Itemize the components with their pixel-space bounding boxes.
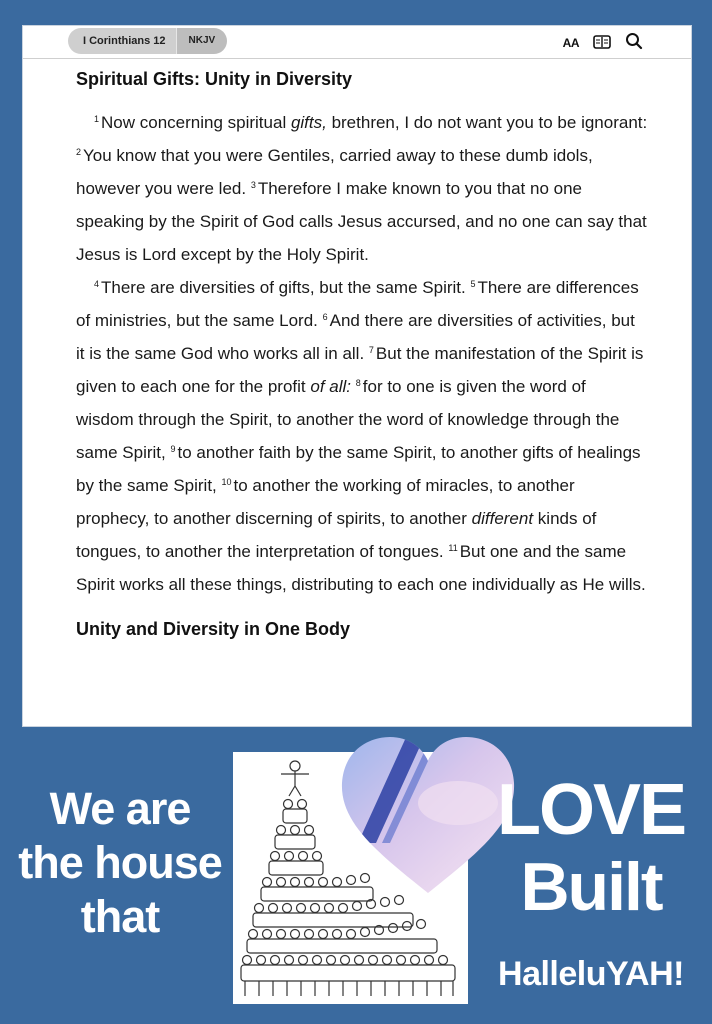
verse-number: 10 — [221, 477, 232, 487]
love-text: LOVE — [496, 770, 686, 850]
book-icon[interactable] — [593, 34, 611, 53]
verse-text: brethren, I do not want you to be ignorant: — [326, 113, 648, 132]
verse-text: And there are diversities of activities, but it is the same God who works all in all. — [76, 311, 635, 363]
italic-text: of all: — [310, 377, 352, 396]
verse-text: kinds of tongues, to another the interpretation of tongues. — [76, 509, 597, 561]
book-chapter-button[interactable]: I Corinthians 12 — [68, 28, 176, 54]
passage-selector[interactable] — [68, 28, 227, 54]
poster-left-text — [0, 782, 240, 944]
poster-line: that — [80, 891, 160, 942]
version-button[interactable]: NKJV — [176, 28, 228, 54]
verse-number: 4 — [94, 279, 100, 289]
verse-text: for to one is given the word of wisdom through the Spirit, to another the word of knowledge through the same Spirit, — [76, 377, 620, 462]
verse-text: There are diversities of gifts, but the same Spirit. — [101, 278, 471, 297]
verse-text: Now concerning spiritual — [101, 113, 291, 132]
verse-number: 5 — [470, 279, 476, 289]
reader-toolbar — [23, 26, 691, 59]
verse-number: 7 — [368, 345, 374, 355]
verse-text: to another faith by the same Spirit, to another gifts of healings by the same Spirit, — [76, 443, 641, 495]
verse-text: But the manifestation of the Spirit is given to each one for the profit — [76, 344, 644, 396]
verse-number: 2 — [76, 147, 82, 157]
text-size-button[interactable]: AA — [562, 36, 579, 50]
verse-number: 3 — [250, 180, 256, 190]
verse-text: There are differences of ministries, but the same Lord. — [76, 278, 639, 330]
paragraph-1 — [76, 106, 648, 271]
built-text: Built — [520, 849, 662, 925]
poster-right-text — [470, 770, 712, 994]
chapter-content — [23, 59, 648, 640]
verse-number: 9 — [170, 444, 176, 454]
verse-number: 11 — [448, 543, 458, 553]
verse-text: But one and the same Spirit works all these things, distributing to each one individually as He wills. — [76, 542, 646, 594]
search-icon[interactable] — [625, 32, 643, 54]
verse-text: You know that you were Gentiles, carried away to these dumb idols, however you were led. — [76, 146, 593, 198]
bible-reader-window — [22, 25, 692, 727]
italic-text: gifts, — [290, 113, 327, 132]
halleluyah-text: HalleluYAH! — [498, 955, 684, 993]
verse-number: 8 — [355, 378, 361, 388]
italic-text: different — [471, 509, 534, 528]
verse-text: Therefore I make known to you that no one speaking by the Spirit of God calls Jesus accursed, and no one can say that Jesus is Lord except by the Holy Spirit. — [76, 179, 647, 264]
poster-line: the house — [18, 837, 222, 888]
section-heading-2: Unity and Diversity in One Body — [76, 619, 351, 639]
toolbar-tools — [563, 32, 643, 54]
section-heading: Spiritual Gifts: Unity in Diversity — [76, 69, 353, 89]
poster-line: We are — [49, 783, 191, 834]
verse-number: 1 — [94, 114, 100, 124]
verse-text: to another the working of miracles, to another prophecy, to another discerning of spirits, to another — [76, 476, 575, 528]
verse-number: 6 — [322, 312, 328, 322]
paragraph-2 — [76, 271, 648, 601]
